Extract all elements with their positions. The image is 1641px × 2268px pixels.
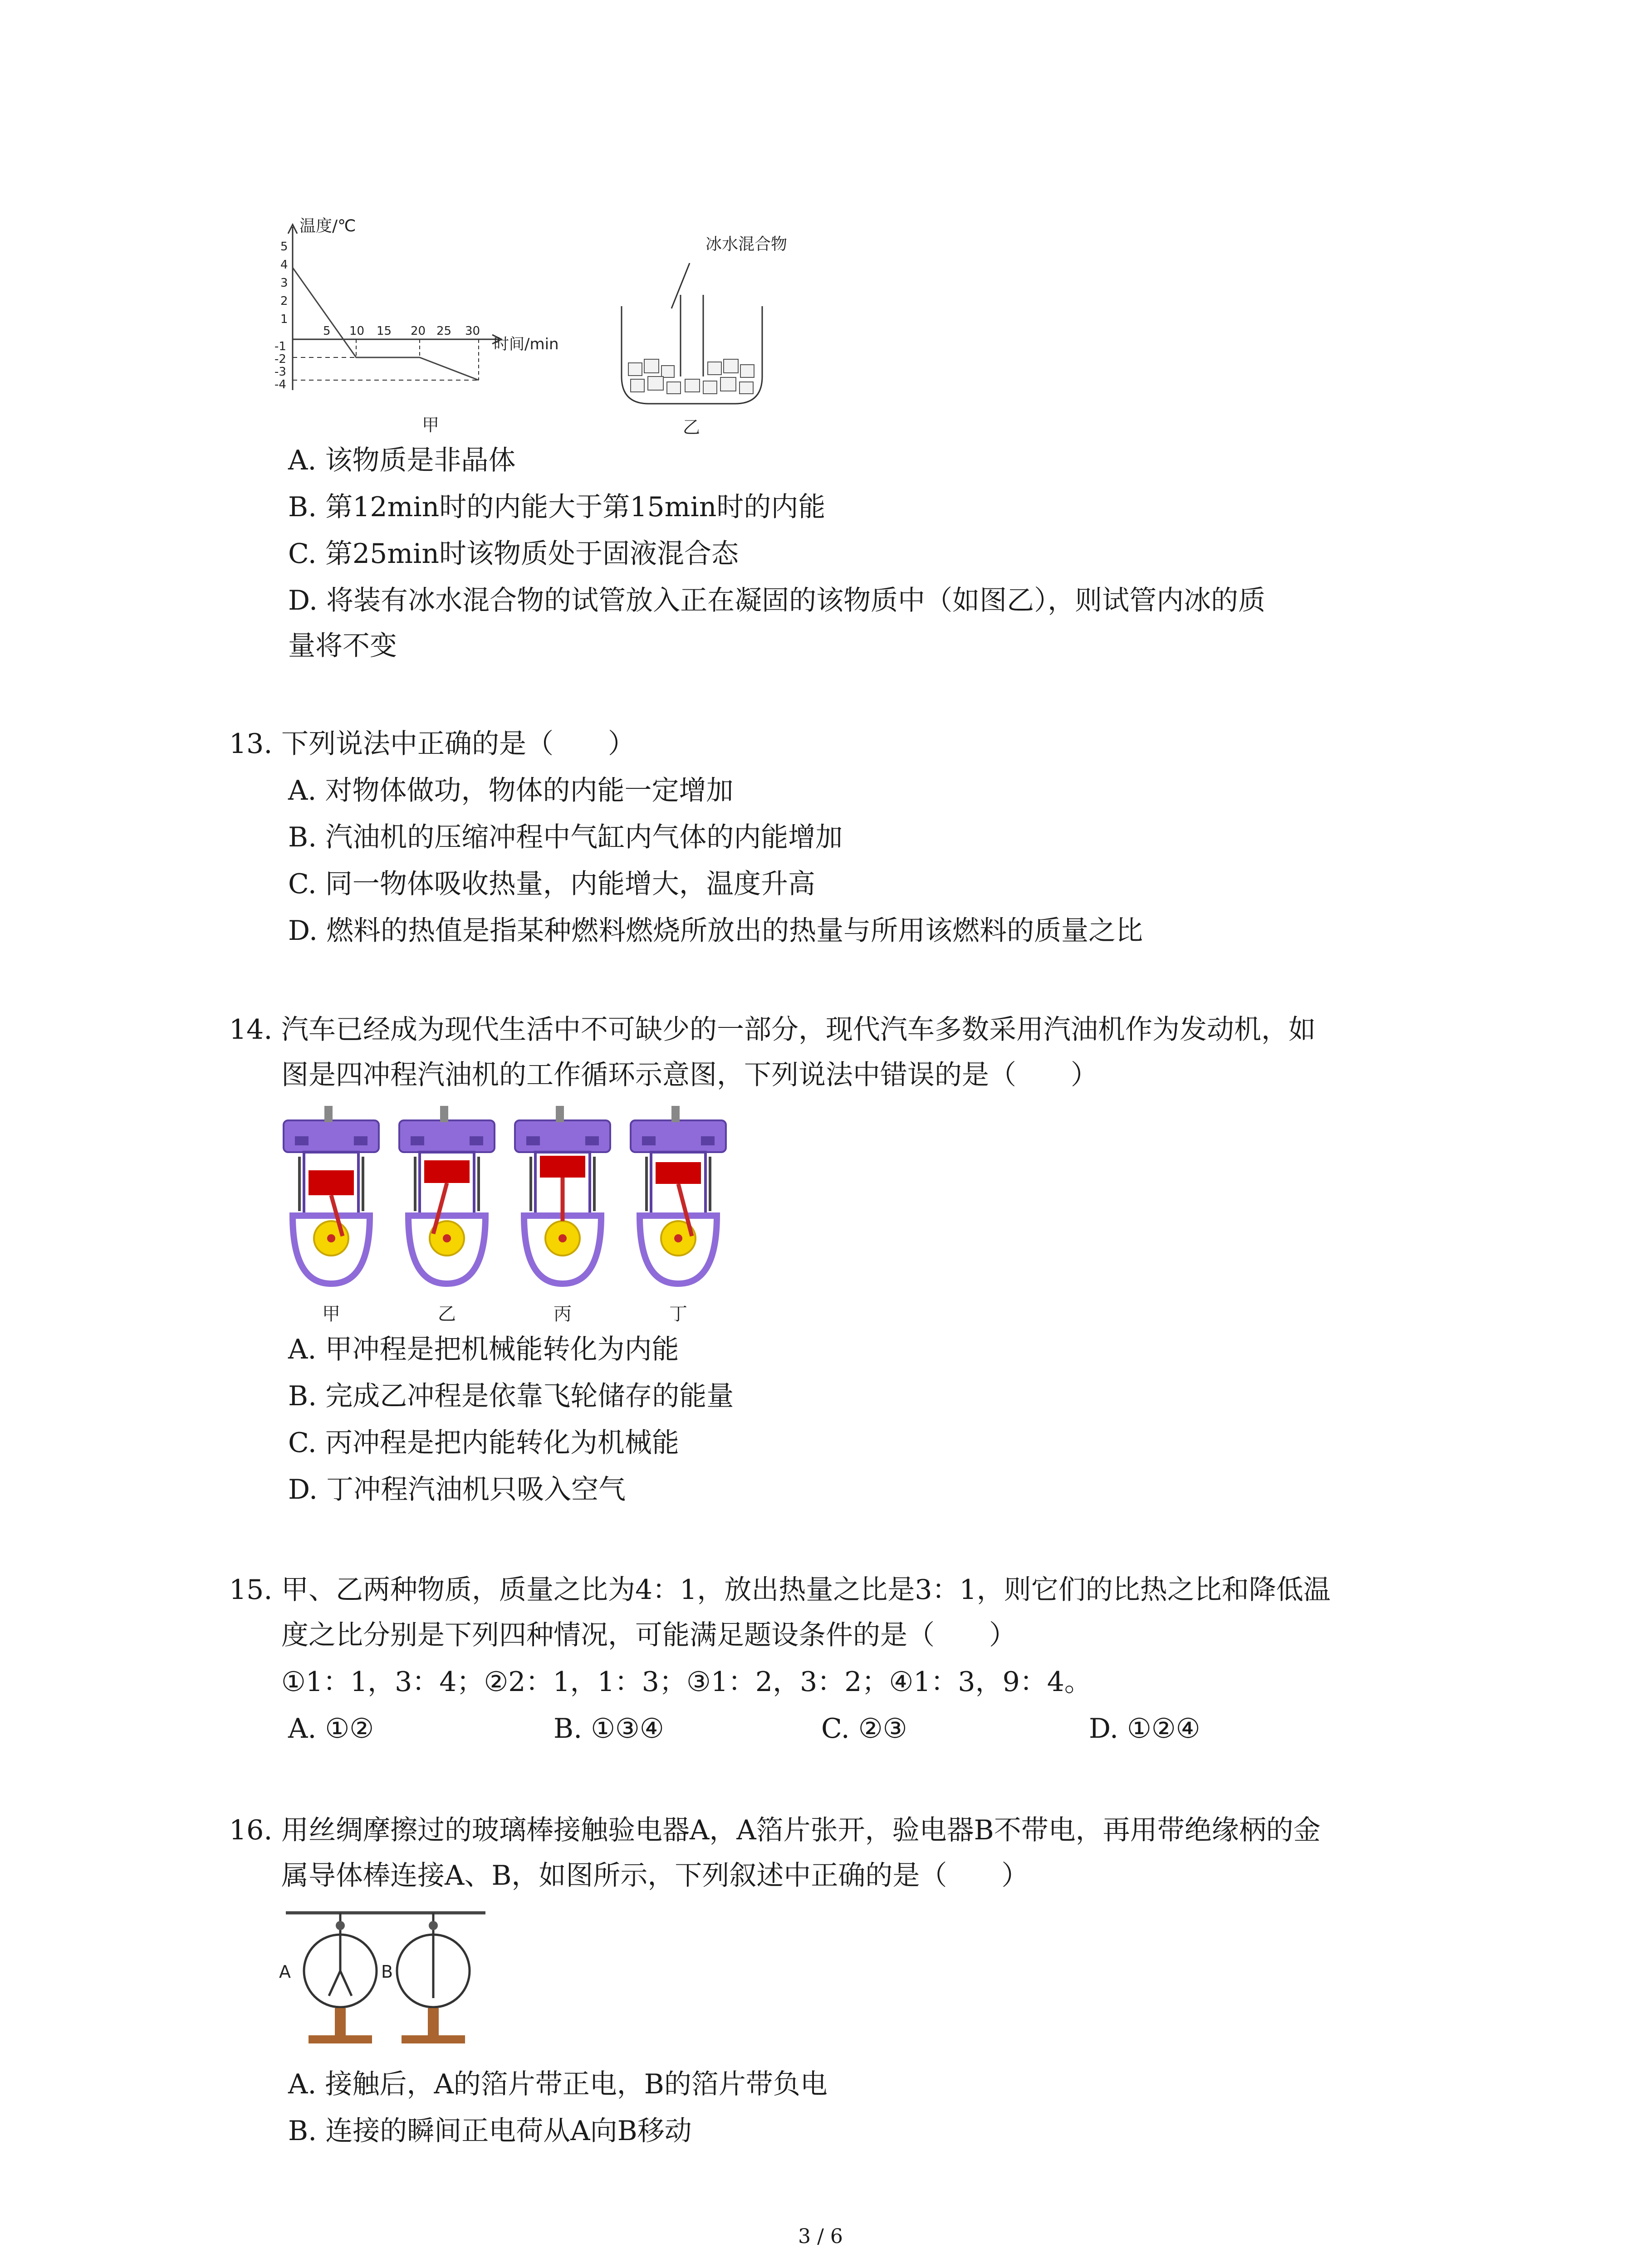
q15-number: 15. <box>229 1574 273 1606</box>
test-tube-figure <box>608 227 826 440</box>
q14-stem-line1: 汽车已经成为现代生活中不可缺少的一部分，现代汽车多数采用汽油机作为发动机，如 <box>281 1014 1316 1046</box>
q16-option-b: B. 连接的瞬间正电荷从A向B移动 <box>288 2115 692 2147</box>
engine-label-yi: 乙 <box>438 1304 456 1325</box>
q15-cases: ①1：1，3：4；②2：1，1：3；③1：2，3：2；④1：3，9：4。 <box>281 1666 1092 1698</box>
y-tick: 4 <box>280 258 288 272</box>
y-tick: -2 <box>274 352 286 366</box>
q13-option-c: C. 同一物体吸收热量，内能增大，温度升高 <box>288 868 815 900</box>
engine-label-ding: 丁 <box>669 1304 687 1325</box>
x-tick: 5 <box>323 324 331 338</box>
q15-stem-line2: 度之比分别是下列四种情况，可能满足题设条件的是（ ） <box>281 1619 1016 1651</box>
page-number: 3 / 6 <box>798 2225 843 2248</box>
q15-choice-d: D. ①②④ <box>1089 1713 1200 1745</box>
q14-number: 14. <box>229 1014 273 1046</box>
q16-stem-line2: 属导体棒连接A、B，如图所示，下列叙述中正确的是（ ） <box>281 1860 1029 1892</box>
y-tick: -1 <box>274 340 286 353</box>
q12-option-b: B. 第12min时的内能大于第15min时的内能 <box>288 491 826 523</box>
y-tick: 1 <box>280 313 288 326</box>
y-tick: 5 <box>280 240 288 254</box>
x-tick: 25 <box>436 324 452 338</box>
four-stroke-engine-figure <box>279 1102 755 1338</box>
q15-stem-line1: 甲、乙两种物质，质量之比为4：1，放出热量之比是3：1，则它们的比热之比和降低温 <box>281 1574 1331 1606</box>
x-tick: 15 <box>377 324 392 338</box>
q15-choice-a: A. ①② <box>288 1713 374 1745</box>
graph-ylabel: 温度/℃ <box>299 217 356 235</box>
q15-choice-c: C. ②③ <box>821 1713 907 1745</box>
q12-option-a: A. 该物质是非晶体 <box>288 445 516 476</box>
graph-xlabel: 时间/min <box>494 335 559 353</box>
q13-number: 13. <box>229 728 273 760</box>
q16-stem-line1: 用丝绸摩擦过的玻璃棒接触验电器A，A箔片张开，验电器B不带电，再用带绝缘柄的金 <box>281 1814 1321 1846</box>
q14-option-b: B. 完成乙冲程是依靠飞轮储存的能量 <box>288 1380 734 1412</box>
q14-stem-line2: 图是四冲程汽油机的工作循环示意图，下列说法中错误的是（ ） <box>281 1059 1098 1091</box>
engine-label-jia: 甲 <box>322 1304 340 1325</box>
q12-option-c: C. 第25min时该物质处于固液混合态 <box>288 538 739 570</box>
tube-caption: 乙 <box>683 417 700 437</box>
y-tick: -3 <box>274 365 286 379</box>
q13-option-a: A. 对物体做功，物体的内能一定增加 <box>288 775 734 807</box>
y-tick: 2 <box>280 294 288 308</box>
q12-option-d-cont: 量将不变 <box>288 630 397 662</box>
x-tick: 20 <box>411 324 426 338</box>
q16-number: 16. <box>229 1814 273 1846</box>
y-tick: -4 <box>274 378 286 391</box>
x-tick: 30 <box>465 324 480 338</box>
q16-option-a: A. 接触后，A的箔片带正电，B的箔片带负电 <box>288 2068 828 2100</box>
x-tick: 10 <box>349 324 365 338</box>
q14-option-d: D. 丁冲程汽油机只吸入空气 <box>288 1474 626 1505</box>
q13-option-b: B. 汽油机的压缩冲程中气缸内气体的内能增加 <box>288 821 843 853</box>
q14-option-a: A. 甲冲程是把机械能转化为内能 <box>288 1334 679 1365</box>
q15-choice-b: B. ①③④ <box>554 1713 664 1745</box>
electroscope-figure <box>277 1903 495 2057</box>
temperature-time-graph <box>272 213 590 440</box>
y-tick: 3 <box>280 276 288 290</box>
q13-stem: 下列说法中正确的是（ ） <box>281 728 635 760</box>
electroscope-label-b: B <box>381 1962 393 1982</box>
graph-caption: 甲 <box>422 415 440 435</box>
electroscope-label-a: A <box>279 1962 291 1982</box>
engine-label-bing: 丙 <box>554 1304 572 1325</box>
q14-option-c: C. 丙冲程是把内能转化为机械能 <box>288 1427 679 1459</box>
q13-option-d: D. 燃料的热值是指某种燃料燃烧所放出的热量与所用该燃料的质量之比 <box>288 915 1143 947</box>
tube-label: 冰水混合物 <box>705 235 788 254</box>
q12-option-d: D. 将装有冰水混合物的试管放入正在凝固的该物质中（如图乙），则试管内冰的质 <box>288 585 1266 616</box>
